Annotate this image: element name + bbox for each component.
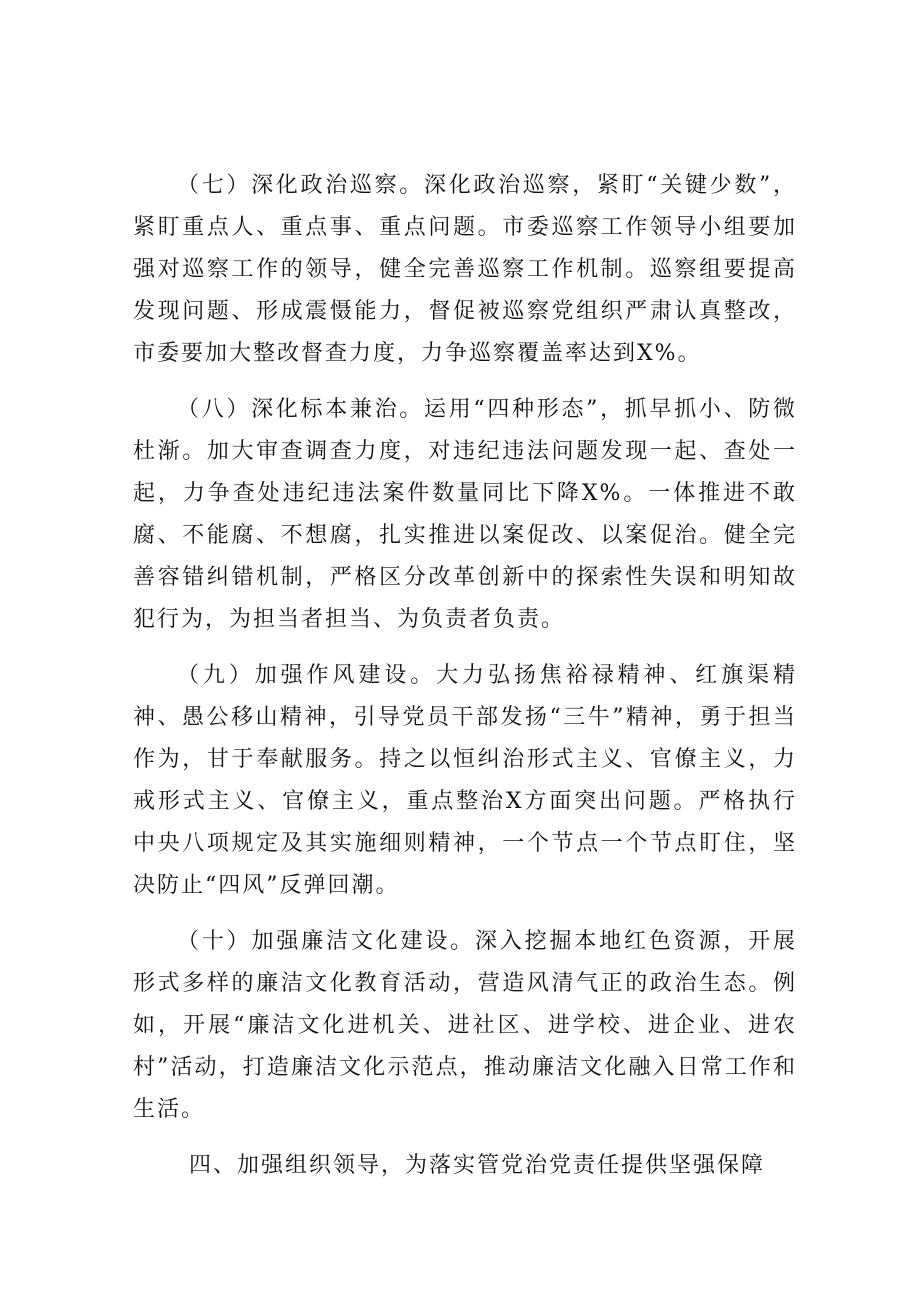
paragraph-root-and-symptom-treatment: （八）深化标本兼治。运用“四种形态”，抓早抓小、防微杜渐。加大审查调查力度，对违纪违法问题发现一起、查处一起，力争查处违纪违法案件数量同比下降X%。一体推进不敢腐、不能腐、不想腐，扎实推进以案促改、以案促治。健全完善容错纠错机制，严格区分改革创新中的探索性失误和明知故犯行为，为担当者担当、为负责者负责。	[133, 397, 797, 632]
section-heading: 四、加强组织领导，为落实管党治党责任提供坚强保障	[189, 1153, 766, 1178]
paragraph-work-style-building: （九）加强作风建设。大力弘扬焦裕禄精神、红旗渠精神、愚公移山精神，引导党员干部发扬“三牛”精神，勇于担当作为，甘于奉献服务。持之以恒纠治形式主义、官僚主义，力戒形式主义、官僚主义，重点整治X方面突出问题。严格执行中央八项规定及其实施细则精神，一个节点一个节点盯住，坚决防止“四风”反弹回潮。	[133, 663, 797, 898]
paragraph-political-inspection: （七）深化政治巡察。深化政治巡察，紧盯“关键少数”，紧盯重点人、重点事、重点问题。市委巡察工作领导小组要加强对巡察工作的领导，健全完善巡察工作机制。巡察组要提高发现问题、形成震慑能力，督促被巡察党组织严肃认真整改，市委要加大整改督查力度，力争巡察覆盖率达到X%。	[133, 173, 797, 366]
paragraph-integrity-culture: （十）加强廉洁文化建设。深入挖掘本地红色资源，开展形式多样的廉洁文化教育活动，营造风清气正的政治生态。例如，开展“廉洁文化进机关、进社区、进学校、进企业、进农村”活动，打造廉洁文化示范点，推动廉洁文化融入日常工作和生活。	[133, 929, 797, 1122]
document-body	[133, 165, 797, 1187]
